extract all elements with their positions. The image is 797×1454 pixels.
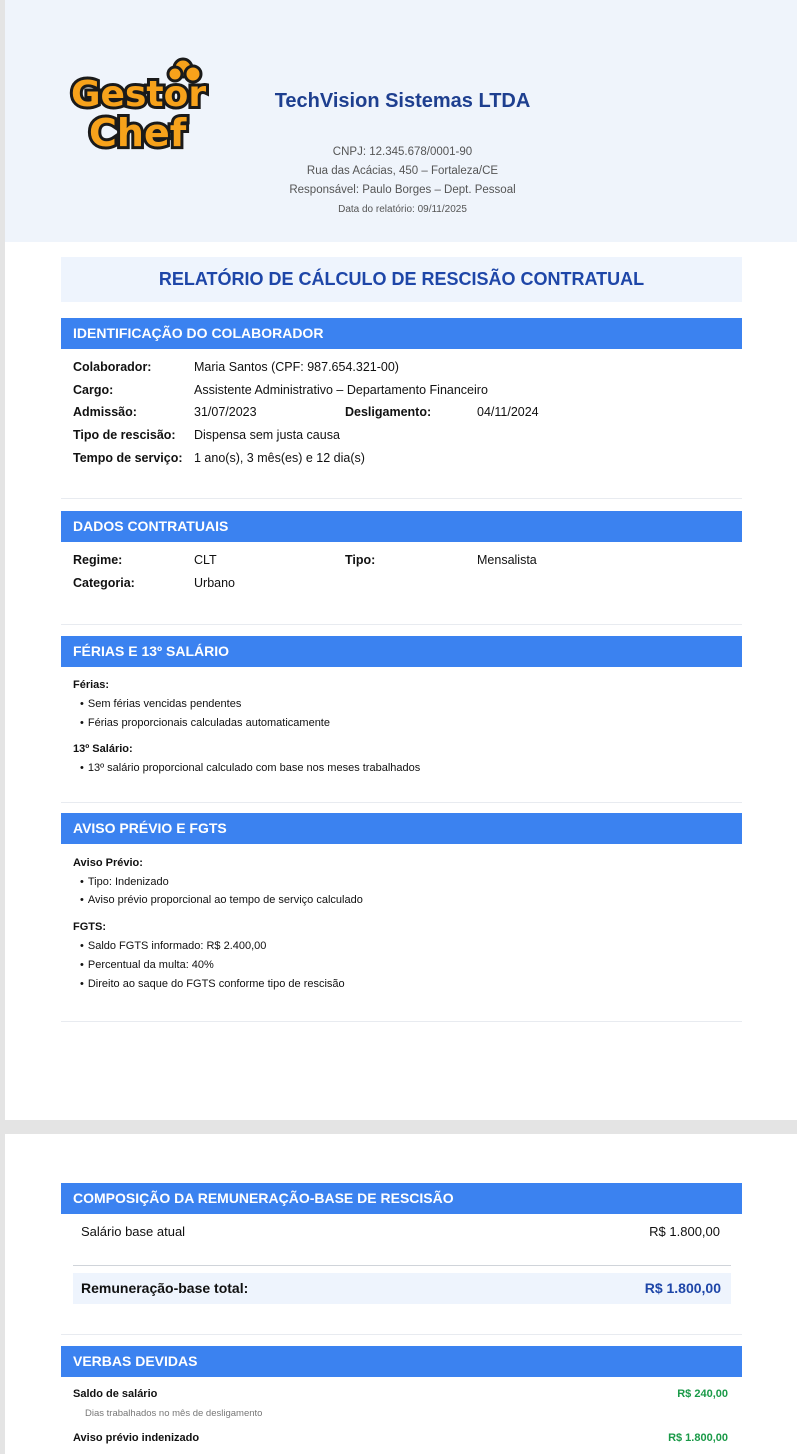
- divider: [61, 802, 742, 803]
- remuneracao-total-row: [73, 1273, 731, 1304]
- divider: [61, 624, 742, 625]
- tipo-rescisao-value: Dispensa sem justa causa: [194, 428, 340, 442]
- report-date: Data do relatório: 09/11/2025: [338, 204, 467, 215]
- desligamento-label: Desligamento:: [345, 405, 432, 419]
- tempo-servico-value: 1 ano(s), 3 mês(es) e 12 dia(s): [194, 451, 365, 465]
- company-address: Rua das Acácias, 450 – Fortaleza/CE: [306, 165, 499, 177]
- tipo-contrato-value: Mensalista: [477, 553, 537, 567]
- desligamento-value: 04/11/2024: [477, 405, 539, 419]
- section-dados-contratuais: DADOS CONTRATUAIS: [61, 511, 742, 542]
- section-composicao: COMPOSIÇÃO DA REMUNERAÇÃO-BASE DE RESCISÃO: [61, 1183, 742, 1214]
- categoria-label: Categoria:: [73, 576, 135, 590]
- verba-label: Aviso prévio indenizado: [73, 1432, 200, 1444]
- colaborador-value: Maria Santos (CPF: 987.654.321-00): [194, 360, 399, 374]
- report-header: [5, 0, 797, 242]
- svg-text:Chef: Chef: [89, 111, 187, 154]
- divider: [61, 1334, 742, 1335]
- fgts-label: FGTS:: [73, 921, 106, 933]
- company-name: TechVision Sistemas LTDA: [274, 90, 531, 112]
- cargo-value: Assistente Administrativo – Departamento Financeiro: [194, 383, 488, 397]
- colaborador-label: Colaborador:: [73, 360, 152, 374]
- remuneracao-total-label: Remuneração-base total:: [81, 1280, 249, 1296]
- verba-value: R$ 1.800,00: [668, 1432, 728, 1444]
- regime-label: Regime:: [73, 553, 123, 567]
- report-page-1: [5, 0, 797, 1120]
- report-page-2: [5, 1134, 797, 1454]
- tipo-contrato-label: Tipo:: [345, 553, 376, 567]
- svg-text:Gestor: Gestor: [71, 74, 207, 115]
- ferias-label: Férias:: [73, 679, 110, 691]
- remuneracao-total-value: R$ 1.800,00: [644, 1280, 721, 1296]
- salario-base-label: Salário base atual: [81, 1224, 186, 1239]
- list-item: • Tipo: Indenizado: [80, 876, 169, 888]
- cargo-label: Cargo:: [73, 383, 114, 397]
- company-responsible: Responsável: Paulo Borges – Dept. Pessoal: [289, 184, 516, 196]
- report-title: RELATÓRIO DE CÁLCULO DE RESCISÃO CONTRATUAL: [61, 257, 742, 302]
- list-item: • Sem férias vencidas pendentes: [80, 698, 241, 710]
- aviso-label: Aviso Prévio:: [73, 857, 143, 869]
- list-item: • Férias proporcionais calculadas automaticamente: [80, 717, 330, 729]
- admissao-label: Admissão:: [73, 405, 137, 419]
- salario-base-value: R$ 1.800,00: [649, 1224, 720, 1239]
- divider: [61, 1021, 742, 1022]
- list-item: • 13º salário proporcional calculado com base nos meses trabalhados: [80, 762, 420, 774]
- section-ferias: FÉRIAS E 13º SALÁRIO: [61, 636, 742, 667]
- list-item: • Percentual da multa: 40%: [80, 959, 214, 971]
- list-item: • Direito ao saque do FGTS conforme tipo de rescisão: [80, 978, 345, 990]
- tempo-servico-label: Tempo de serviço:: [73, 451, 183, 465]
- section-aviso-fgts: AVISO PRÉVIO E FGTS: [61, 813, 742, 844]
- list-item: • Saldo FGTS informado: R$ 2.400,00: [80, 940, 266, 952]
- admissao-value: 31/07/2023: [194, 405, 257, 419]
- verba-value: R$ 240,00: [677, 1388, 728, 1400]
- divider: [73, 1265, 731, 1266]
- decimo-label: 13º Salário:: [73, 743, 133, 755]
- verba-label: Saldo de salário: [73, 1388, 158, 1400]
- tipo-rescisao-label: Tipo de rescisão:: [73, 428, 176, 442]
- regime-value: CLT: [194, 553, 217, 567]
- list-item: • Aviso prévio proporcional ao tempo de serviço calculado: [80, 894, 363, 906]
- section-identificacao: IDENTIFICAÇÃO DO COLABORADOR: [61, 318, 742, 349]
- gestor-chef-logo: [67, 56, 209, 154]
- verba-desc: Dias trabalhados no mês de desligamento: [85, 1408, 263, 1419]
- company-cnpj: CNPJ: 12.345.678/0001-90: [332, 146, 473, 158]
- divider: [61, 498, 742, 499]
- categoria-value: Urbano: [194, 576, 235, 590]
- section-verbas: VERBAS DEVIDAS: [61, 1346, 742, 1377]
